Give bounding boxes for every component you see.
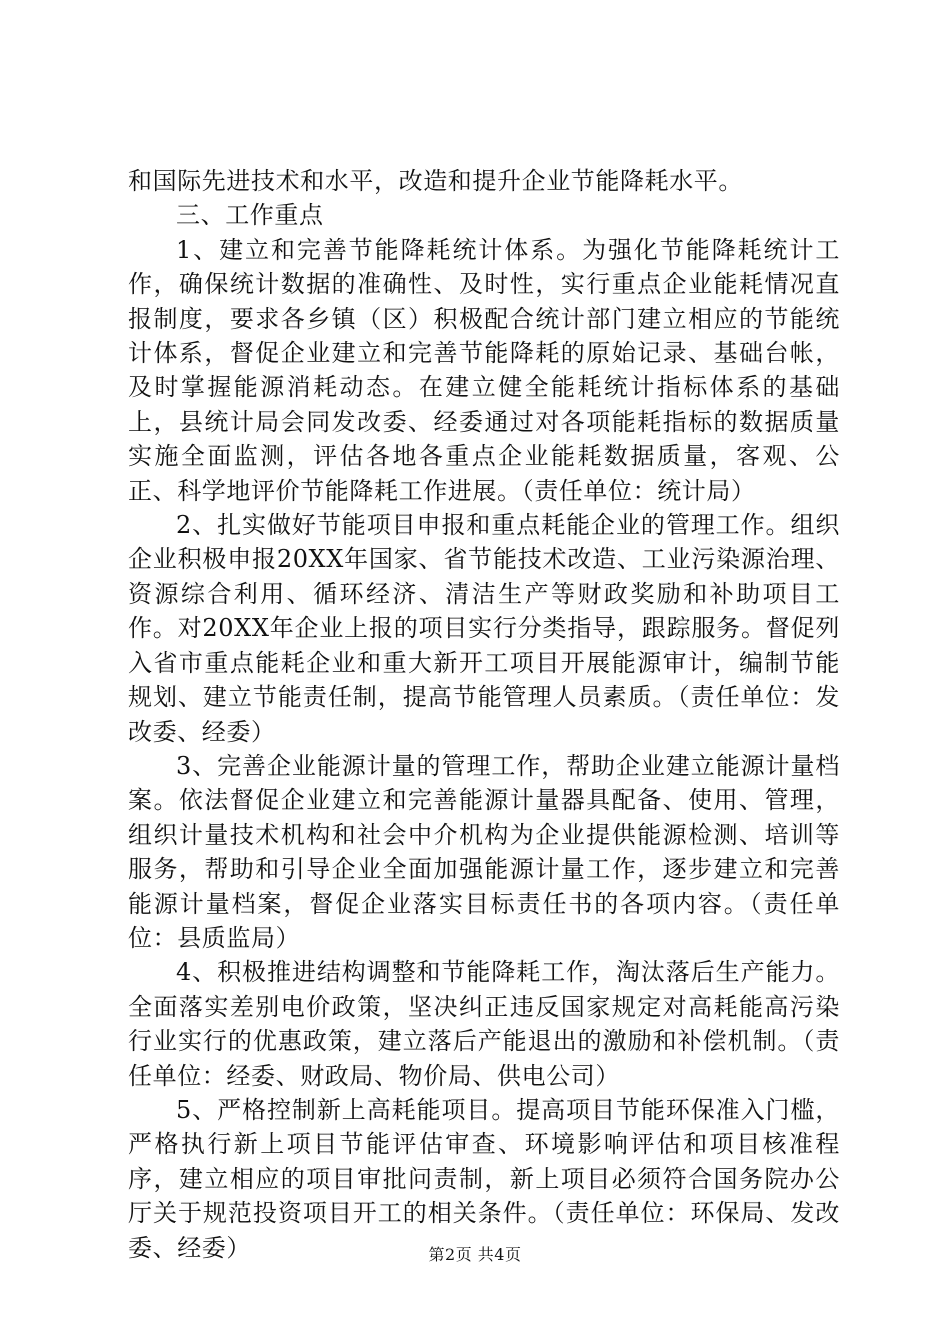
page-number-footer: 第2页 共4页 (428, 1245, 522, 1264)
section-heading: 三、工作重点 (176, 201, 324, 230)
paragraph-item-2: 2、扎实做好节能项目申报和重点耗能企业的管理工作。组织企业积极申报20XX年国家、省节能技术改造、工业污染源治理、资源综合利用、循环经济、清洁生产等财政奖励和补助项目工作。对20XX年企业上报的项目实行分类指导，跟踪服务。督促列入省市重点能耗企业和重大新开工项目开展能源审计，编制节能规划、建立节能责任制，提高节能管理人员素质。（责任单位：发改委、经委） (128, 511, 840, 746)
paragraph-item-1: 1、建立和完善节能降耗统计体系。为强化节能降耗统计工作，确保统计数据的准确性、及时性，实行重点企业能耗情况直报制度，要求各乡镇（区）积极配合统计部门建立相应的节能统计体系，督促企业建立和完善节能降耗的原始记录、基础台帐，及时掌握能源消耗动态。在建立健全能耗统计指标体系的基础上，县统计局会同发改委、经委通过对各项能耗指标的数据质量实施全面监测，评估各地各重点企业能耗数据质量，客观、公正、科学地评价节能降耗工作进展。（责任单位：统计局） (128, 235, 840, 505)
paragraph-item-4: 4、积极推进结构调整和节能降耗工作，淘汰落后生产能力。全面落实差别电价政策，坚决纠正违反国家规定对高耗能高污染行业实行的优惠政策，建立落后产能退出的激励和补偿机制。（责任单位：经委、财政局、物价局、供电公司） (128, 958, 840, 1090)
paragraph-item-3: 3、完善企业能源计量的管理工作，帮助企业建立能源计量档案。依法督促企业建立和完善能源计量器具配备、使用、管理，组织计量技术机构和社会中介机构为企业提供能源检测、培训等服务，帮助和引导企业全面加强能源计量工作，逐步建立和完善能源计量档案，督促企业落实目标责任书的各项内容。（责任单位：县质监局） (128, 751, 840, 952)
paragraph-continuation: 和国际先进技术和水平，改造和提升企业节能降耗水平。 (128, 167, 743, 195)
paragraph-item-5: 5、严格控制新上高耗能项目。提高项目节能环保准入门槛，严格执行新上项目节能评估审查、环境影响评估和项目核准程序，建立相应的项目审批问责制，新上项目必须符合国务院办公厅关于规范投资项目开工的相关条件。（责任单位：环保局、发改委、经委） (128, 1095, 840, 1262)
document-body (128, 164, 840, 1265)
